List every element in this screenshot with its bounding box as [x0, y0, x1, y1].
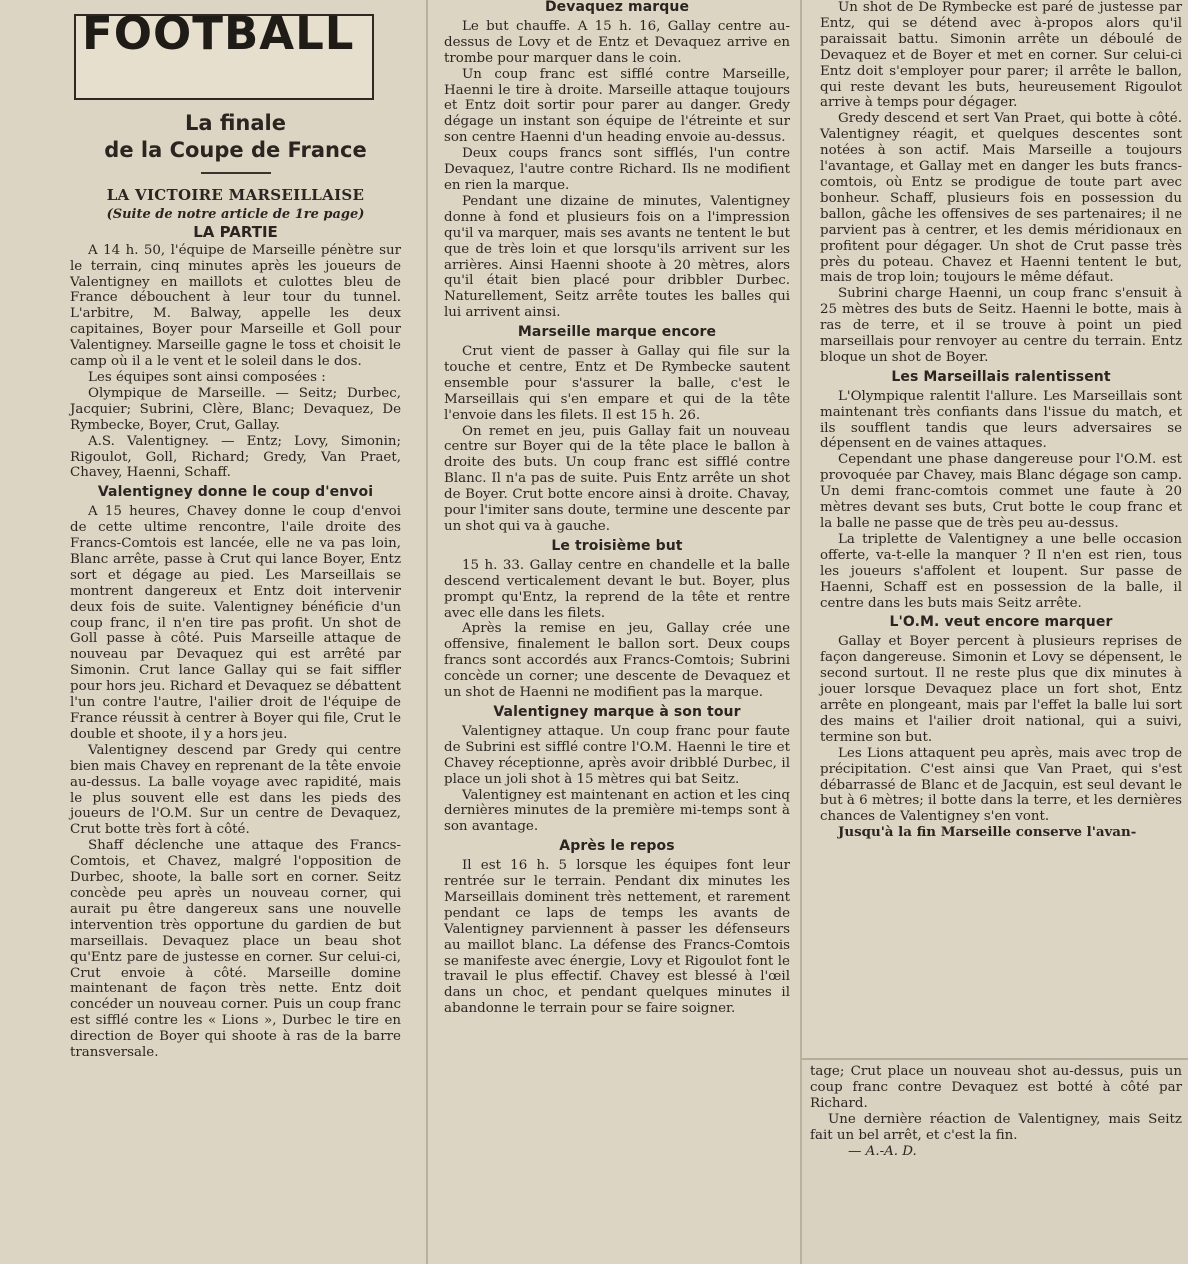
subheading: Devaquez marque [544, 0, 690, 15]
paragraph: La triplette de Valentigney a une belle occasion offerte, va-t-elle la manquer ? Il n'en est rien, tous les joueurs s'affolent et loupent. Sur passe de Haenni, Schaff est en possession de la balle, il centre dans les buts mais Seitz arrête. [820, 531, 1182, 611]
paragraph: Subrini charge Haenni, un coup franc s'ensuit à 25 mètres des buts de Seitz. Haenni le botte, mais à ras de terre, et il se trouve à point un pied marseillais pour renvoyer au centre du terrain. Entz bloque un shot de Boyer. [820, 286, 1182, 365]
paragraph: Un coup franc est sifflé contre Marseille, Haenni le tire à droite. Marseille attaque toujours et Entz doit sortir pour parer au danger. Gredy dégage un instant son équipe de l'étreinte et sur son centre Haenni d'un heading envoie au-dessus. [444, 66, 790, 146]
paragraph: L'Olympique ralentit l'allure. Les Marseillais sont maintenant très confiants dans l'issue du match, et ils soufflent tandis que leurs adversaires se dépensent en de vaines attaques. [820, 388, 1182, 452]
paragraph: 15 h. 33. Gallay centre en chandelle et la balle descend verticalement devant le but. Boyer, plus prompt qu'Entz, la reprend de la tête et rentre avec elle dans les filets. [444, 557, 790, 621]
paragraph: Un shot de De Rymbecke est paré de justesse par Entz, qui se détend avec à-propos alors qu'il paraissait battu. Simonin arrête un déboulé de Devaquez et de Boyer et met en corner. Sur celui-ci Entz doit s'employer pour parer; il arrête le ballon, qui reste devant les buts, heureusement Rigoulot arrive à temps pour dégager. [820, 0, 1182, 111]
paragraph: Les équipes sont ainsi composées : [88, 369, 326, 385]
paragraph: Pendant une dizaine de minutes, Valentigney donne à fond et plusieurs fois on a l'impression qu'il va marquer, mais ses avants ne tentent le but que de très loin et que lorsqu'ils arrivent sur les arrières. Ainsi Haenni shoote à 20 mètres, alors qu'il était bien placé pour dribbler Durbec. Naturellement, Seitz arrête toutes les balles qui lui arrivent ainsi. [444, 193, 790, 321]
paragraph: Valentigney attaque. Un coup franc pour faute de Subrini est sifflé contre l'O.M. Haenni le tire et Chavey réceptionne, après avoir dribblé Durbec, il place un joli shot à 15 mètres qui bat Seitz. [444, 723, 790, 787]
paragraph: A 14 h. 50, l'équipe de Marseille pénètre sur le terrain, cinq minutes après les joueurs de Valentigney en maillots et culottes bleu de France débouchent à leur tour du tunnel. L'arbitre, M. Balway, appelle les deux capitaines, Boyer pour Marseille et Goll pour Valentigney. Marseille gagne le toss et choisit le camp où il a le vent et le soleil dans le dos. [70, 242, 401, 370]
column-1 [62, 0, 407, 1264]
paragraph: Deux coups francs sont sifflés, l'un contre Devaquez, l'autre contre Richard. Ils ne modifient en rien la marque. [444, 146, 790, 193]
paragraph: On remet en jeu, puis Gallay fait un nouveau centre sur Boyer qui de la tête place le ballon à droite des buts. Un coup franc est sifflé contre Blanc. Il n'a pas de suite. Puis Entz arrête un shot de Boyer. Crut botte encore ainsi à droite. Chavay, pour l'imiter sans doute, termine une descente par un shot qui va à gauche. [444, 423, 790, 534]
subheading: Valentigney marque à son tour [493, 703, 741, 720]
subtitle: LA VICTOIRE MARSEILLAISE [106, 186, 365, 204]
title-rule [201, 172, 271, 174]
logo-text: FOOTBALL [82, 7, 355, 60]
signature: — A.-A. D. [848, 1143, 917, 1159]
paragraph: A.S. Valentigney. — Entz; Lovy, Simonin; Rigoulot, Goll, Richard; Gredy, Van Praet, Chavey, Haenni, Schaff. [70, 433, 401, 481]
paragraph: A 15 heures, Chavey donne le coup d'envoi de cette ultime rencontre, l'aile droite des Francs-Comtois est lancée, elle ne va pas loin, Blanc arrête, passe à Crut qui lance Boyer, Entz sort et dégage au pied. Les Marseillais se montrent dangereux et Entz doit intervenir deux fois de suite. Valentigney bénéficie d'un coup franc, il n'en tire pas profit. Un shot de Goll passe à côté. Puis Marseille attaque de nouveau par Devaquez qui est arrêté par Simonin. Crut lance Gallay qui se fait siffler pour hors jeu. Richard et Devaquez se débattent l'un contre l'autre, l'ailier droit de l'équipe de France réussit à centrer à Boyer qui file, Crut le double et shoote, il y a hors jeu. [70, 504, 401, 742]
headline-line-2: de la Coupe de France [104, 138, 367, 162]
paragraph: Il est 16 h. 5 lorsque les équipes font leur rentrée sur le terrain. Pendant dix minutes les Marseillais dominent très nettement, et rarement pendant ce laps de temps les avants de Valentigney parviennent à passer les défenseurs au maillot blanc. La défense des Francs-Comtois se manifeste avec énergie, Lovy et Rigoulot font le travail le plus effectif. Chavey est blessé à l'œil dans un choc, et pendant quelques minutes il abandonne le terrain pour se faire soigner. [444, 858, 790, 1017]
paragraph: Jusqu'à la fin Marseille conserve l'avan- [838, 824, 1137, 841]
paragraph: Olympique de Marseille. — Seitz; Durbec, Jacquier; Subrini, Clère, Blanc; Devaquez, De Rymbecke, Boyer, Crut, Gallay. [70, 385, 401, 433]
paragraph: Une dernière réaction de Valentigney, mais Seitz fait un bel arrêt, et c'est la fin. [810, 1111, 1182, 1143]
paragraph: Le but chauffe. A 15 h. 16, Gallay centre au-dessus de Lovy et de Entz et Devaquez arrive en trombe pour marquer dans le coin. [444, 18, 790, 66]
paragraph: Valentigney descend par Gredy qui centre bien mais Chavey en reprenant de la tête envoie au-dessus. La balle voyage avec rapidité, mais le plus souvent elle est dans les pieds des joueurs de l'O.M. Sur un centre de Devaquez, Crut botte très fort à côté. [70, 742, 401, 838]
continuation-note: (Suite de notre article de 1re page) [106, 206, 365, 222]
paragraph: Cependant une phase dangereuse pour l'O.M. est provoquée par Chavey, mais Blanc dégage son camp. Un demi franc-comtois commet une faute à 20 mètres devant ses buts, Crut botte le coup franc et la balle ne passe que de très peu au-dessus. [820, 452, 1182, 531]
column-3 [812, 0, 1188, 1058]
subheading: L'O.M. veut encore marquer [889, 614, 1113, 631]
paragraph: tage; Crut place un nouveau shot au-dessus, puis un coup franc contre Devaquez est botté à côté par Richard. [810, 1064, 1182, 1111]
paragraph: Gallay et Boyer percent à plusieurs reprises de façon dangereuse. Simonin et Lovy se dépensent, le second surtout. Il ne reste plus que dix minutes à jouer lorsque Devaquez place un fort shot, Entz arrête en plongeant, mais par l'effet la balle lui sort des mains et l'ailier droit national, qui a suivi, termine son but. [820, 634, 1182, 745]
subheading: Valentigney donne le coup d'envoi [97, 484, 374, 501]
paragraph: Gredy descend et sert Van Praet, qui botte à côté. Valentigney réagit, et quelques descentes sont notées à son actif. Mais Marseille a toujours l'avantage, et Gallay met en danger les buts francs-comtois, où Entz se prodigue de toute part avec bonheur. Schaff, plusieurs fois en possession du ballon, gâche les offensives de ses partenaires; il ne parvient pas à centrer, et les demis méridionaux en profitent pour dégager. Un shot de Crut passe très près du poteau. Chavez et Haenni tentent le but, mais de trop loin; toujours le même défaut. [820, 111, 1182, 286]
paragraph: Shaff déclenche une attaque des Francs-Comtois, et Chavez, malgré l'opposition de Durbec, shoote, la balle sort en corner. Seitz concède peu après un nouveau corner, qui aurait pu être dangereux sans une nouvelle intervention très opportune du gardien de but marseillais. Devaquez place un beau shot qu'Entz pare de justesse en corner. Sur celui-ci, Crut envoie à côté. Marseille domine maintenant de façon très nette. Entz doit concéder un nouveau corner. Puis un coup franc est sifflé contre les « Lions », Durbec le tire en direction de Boyer qui shoote à ras de la barre transversale. [70, 838, 401, 1061]
subheading: Marseille marque encore [517, 324, 717, 341]
paragraph: Valentigney est maintenant en action et les cinq dernières minutes de la première mi-temps sont à son avantage. [444, 787, 790, 835]
column-divider [426, 0, 428, 1264]
subheading: Les Marseillais ralentissent [891, 368, 1111, 385]
column-2 [436, 0, 796, 1264]
section-heading: LA PARTIE [193, 222, 278, 241]
headline-line-1: La finale [185, 111, 286, 135]
column-3-continuation [802, 1060, 1188, 1264]
paragraph: Après la remise en jeu, Gallay crée une offensive, finalement le ballon sort. Deux coups francs sont accordés aux Francs-Comtois; Subrini concède un corner; une descente de Devaquez et un shot de Haenni ne modifient pas la marque. [444, 621, 790, 701]
paragraph: Crut vient de passer à Gallay qui file sur la touche et centre, Entz et De Rymbecke sautent ensemble pour s'assurer la balle, c'est le Marseillais qui s'en empare et qui de la tête l'envoie dans les filets. Il est 15 h. 26. [444, 344, 790, 423]
subheading: Le troisième but [551, 537, 683, 554]
paragraph: Les Lions attaquent peu après, mais avec trop de précipitation. C'est ainsi que Van Praet, qui s'est débarrassé de Blanc et de Jacquin, est seul devant le but à 6 mètres; il botte dans la terre, et les dernières chances de Valentigney s'en vont. [820, 745, 1182, 825]
football-logo [74, 7, 374, 100]
subheading: Après le repos [559, 838, 675, 855]
